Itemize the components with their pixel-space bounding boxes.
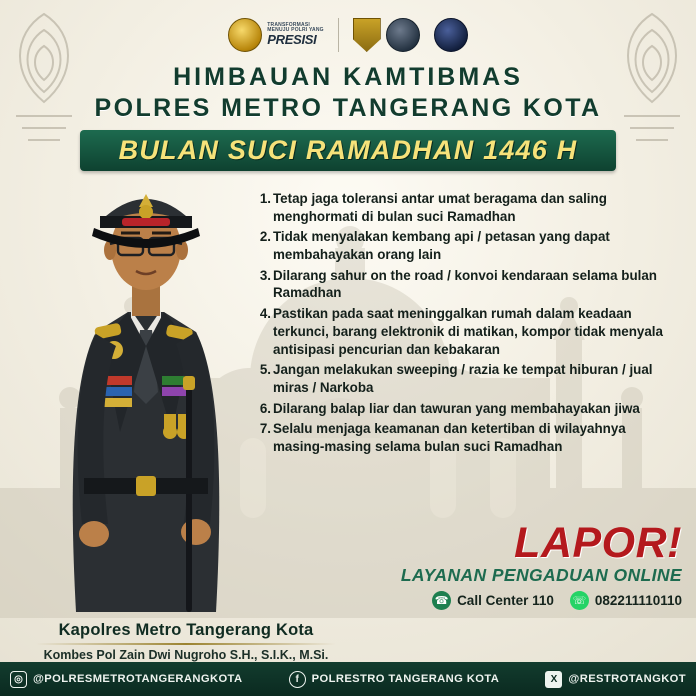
header-line-2: POLRES METRO TANGERANG KOTA [94, 93, 602, 122]
list-item-number: 2. [259, 229, 271, 245]
whatsapp-label: 082211110110 [594, 593, 682, 608]
presisi-tagline-line1: TRANSFORMASI [267, 21, 310, 28]
facebook-page-item[interactable] [289, 671, 500, 688]
list-item-number: 6. [259, 400, 271, 416]
list-item-text: Selalu menjaga keamanan dan ketertiban di wilayahnya masing-masing selama bulan suci Ramadhan [273, 421, 626, 454]
ribbon-label: BULAN SUCI RAMADHAN 1446 H [118, 135, 578, 165]
facebook-icon: f [289, 671, 306, 688]
header-line-1: HIMBAUAN KAMTIBMAS [173, 63, 523, 91]
lapor-headline: LAPOR! [514, 518, 682, 567]
presisi-tagline-line2: MENUJU POLRI YANG [267, 27, 324, 34]
instagram-handle: @POLRESMETROTANGERANGKOTA [33, 673, 243, 685]
list-item-number: 7. [259, 421, 271, 437]
x-handle-item[interactable] [545, 671, 686, 688]
instagram-icon: ◎ [10, 671, 27, 688]
list-item [256, 400, 680, 418]
polres-metro-tangerang-kota-logo [434, 18, 468, 52]
polri-presisi-logo [228, 18, 323, 52]
facebook-page: POLRESTRO TANGERANG KOTA [311, 673, 500, 685]
logo-divider [338, 18, 339, 52]
list-item [256, 267, 680, 302]
officer-name: Kombes Pol Zain Dwi Nugroho S.H., S.I.K., M.Si. [43, 648, 329, 662]
officer-nameplate [6, 621, 366, 662]
list-item-text: Pastikan pada saat meninggalkan rumah dalam keadaan terkunci, barang elektronik di matikan, kompor tidak menyala antisipasi pencurian dan kebakaran [273, 306, 663, 357]
officer-portrait [36, 132, 251, 612]
x-handle: @RESTROTANGKOT [568, 673, 687, 685]
officer-title: Kapolres Metro Tangerang Kota [58, 621, 314, 639]
phone-icon: ☎ [432, 591, 451, 610]
ramadhan-ribbon [80, 130, 616, 171]
call-center-label: Call Center 110 [457, 593, 554, 608]
presisi-wordmark [267, 23, 323, 47]
call-center-contact[interactable] [432, 591, 554, 610]
list-item-number: 3. [259, 267, 271, 283]
list-item-text: Tetap jaga toleransi antar umat beragama dan saling menghormati di bulan suci Ramadhan [273, 191, 607, 224]
lapor-subhead: LAYANAN PENGADUAN ONLINE [400, 565, 682, 585]
list-item [256, 228, 680, 263]
instagram-handle-item[interactable] [10, 671, 242, 688]
list-item-number: 4. [259, 306, 271, 322]
list-item [256, 361, 680, 396]
presisi-text: PRESISI [267, 32, 317, 48]
report-block [362, 518, 682, 610]
list-item-text: Dilarang sahur on the road / konvoi kendaraan selama bulan Ramadhan [273, 267, 657, 301]
x-twitter-icon: X [545, 671, 562, 688]
list-item [256, 190, 680, 225]
whatsapp-contact[interactable] [570, 591, 682, 610]
nameplate-divider [36, 643, 336, 645]
polda-shield-icon [353, 18, 381, 52]
metro-jaya-emblem-icon [386, 18, 420, 52]
list-item [256, 420, 680, 455]
himbauan-list [256, 190, 680, 459]
list-item-number: 1. [259, 191, 271, 206]
list-item [256, 305, 680, 358]
list-item-number: 5. [259, 362, 271, 378]
whatsapp-icon: ☏ [570, 591, 589, 610]
list-item-text: Tidak menyalakan kembang api / petasan yang dapat membahayakan orang lain [273, 229, 610, 263]
tangerang-kota-emblem-icon [434, 18, 468, 52]
list-item-text: Jangan melakukan sweeping / razia ke tempat hiburan / jual miras / Narkoba [273, 362, 653, 395]
logo-strip [0, 10, 696, 60]
header-block [0, 62, 696, 171]
contact-row [362, 591, 682, 610]
polri-emblem-icon [228, 18, 262, 52]
polda-metro-jaya-logo [353, 18, 420, 52]
footer-social-bar [0, 662, 696, 696]
list-item-text: Dilarang balap liar dan tawuran yang membahayakan jiwa [273, 400, 640, 416]
